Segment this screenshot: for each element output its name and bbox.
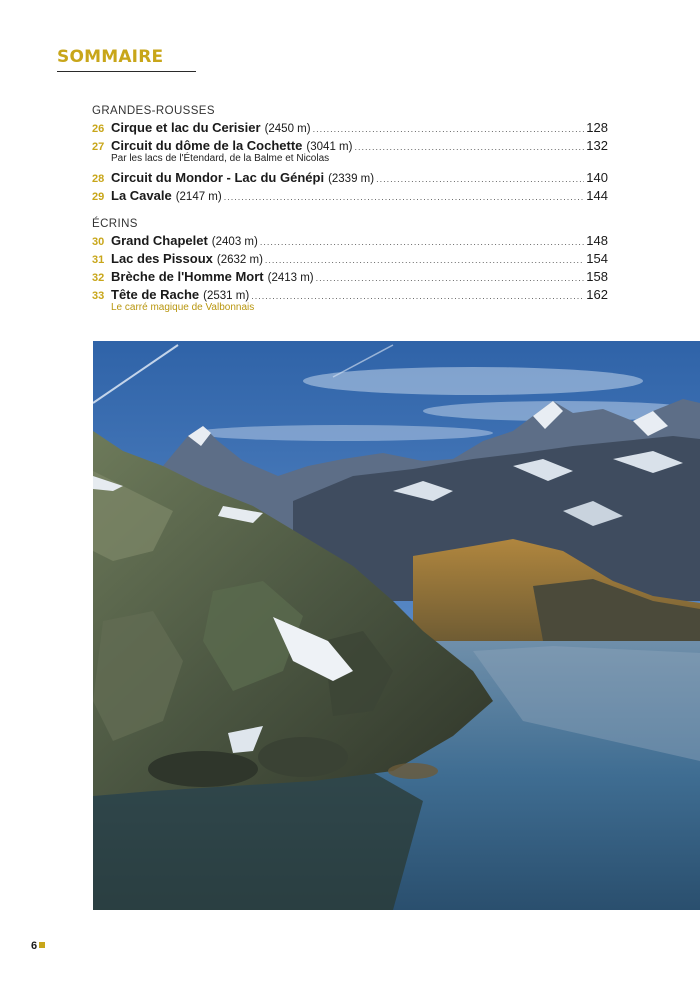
toc-entry-26[interactable] bbox=[92, 119, 608, 137]
section-gap bbox=[92, 205, 608, 217]
toc-entry-30[interactable] bbox=[92, 232, 608, 250]
entry-subtitle: Par les lacs de l'Étendard, de la Balme et Nicolas bbox=[111, 153, 330, 164]
entry-number: 30 bbox=[92, 236, 105, 248]
entry-page: 144 bbox=[586, 188, 608, 203]
entry-title: Circuit du dôme de la Cochette bbox=[111, 138, 303, 153]
entry-altitude: (2531 m) bbox=[203, 290, 250, 302]
dot-leader bbox=[265, 251, 584, 269]
entry-page: 148 bbox=[586, 233, 608, 248]
square-marker-icon bbox=[39, 942, 45, 948]
dot-leader bbox=[251, 287, 584, 305]
entry-title: Cirque et lac du Cerisier bbox=[111, 120, 261, 135]
entry-altitude: (2450 m) bbox=[264, 123, 311, 135]
entry-number: 31 bbox=[92, 254, 105, 266]
table-of-contents bbox=[92, 104, 608, 318]
entry-page: 140 bbox=[586, 170, 608, 185]
page-title: SOMMAIRE bbox=[57, 47, 164, 67]
entry-page: 154 bbox=[586, 251, 608, 266]
entry-subtitle: Le carré magique de Valbonnais bbox=[111, 302, 255, 313]
entry-page: 128 bbox=[586, 120, 608, 135]
entry-title: Grand Chapelet bbox=[111, 233, 208, 248]
entry-number: 29 bbox=[92, 191, 105, 203]
entry-number: 27 bbox=[92, 141, 105, 153]
entry-altitude: (2632 m) bbox=[216, 254, 263, 266]
entry-number: 33 bbox=[92, 290, 105, 302]
mountain-lake-photo bbox=[93, 341, 700, 910]
dot-leader bbox=[354, 138, 584, 156]
page-number bbox=[31, 940, 45, 952]
entry-altitude: (2147 m) bbox=[175, 191, 222, 203]
toc-entry-32[interactable] bbox=[92, 268, 608, 286]
entry-number: 32 bbox=[92, 272, 105, 284]
section-label-grandes-rousses: GRANDES-ROUSSES bbox=[92, 105, 215, 117]
title-underline bbox=[57, 71, 196, 72]
dot-leader bbox=[260, 233, 584, 251]
toc-entry-29[interactable] bbox=[92, 187, 608, 205]
entry-title: Brèche de l'Homme Mort bbox=[111, 269, 264, 284]
dot-leader bbox=[313, 120, 585, 138]
entry-altitude: (2413 m) bbox=[267, 272, 314, 284]
entry-altitude: (2403 m) bbox=[211, 236, 258, 248]
toc-entry-31[interactable] bbox=[92, 250, 608, 268]
section-label-ecrins: ÉCRINS bbox=[92, 218, 138, 230]
entry-title: Tête de Rache bbox=[111, 287, 200, 302]
entry-page: 132 bbox=[586, 138, 608, 153]
entry-number: 28 bbox=[92, 173, 105, 185]
entry-title: La Cavale bbox=[111, 188, 172, 203]
entry-title: Circuit du Mondor - Lac du Génépi bbox=[111, 170, 325, 185]
entry-number: 26 bbox=[92, 123, 105, 135]
entry-altitude: (2339 m) bbox=[328, 173, 375, 185]
dot-leader bbox=[224, 188, 585, 206]
entry-altitude: (3041 m) bbox=[306, 141, 353, 153]
page-number-text: 6 bbox=[31, 940, 38, 952]
entry-page: 162 bbox=[586, 287, 608, 302]
dot-leader bbox=[376, 170, 584, 188]
toc-entry-28[interactable] bbox=[92, 169, 608, 187]
dot-leader bbox=[316, 269, 585, 287]
entry-title: Lac des Pissoux bbox=[111, 251, 213, 266]
entry-page: 158 bbox=[586, 269, 608, 284]
